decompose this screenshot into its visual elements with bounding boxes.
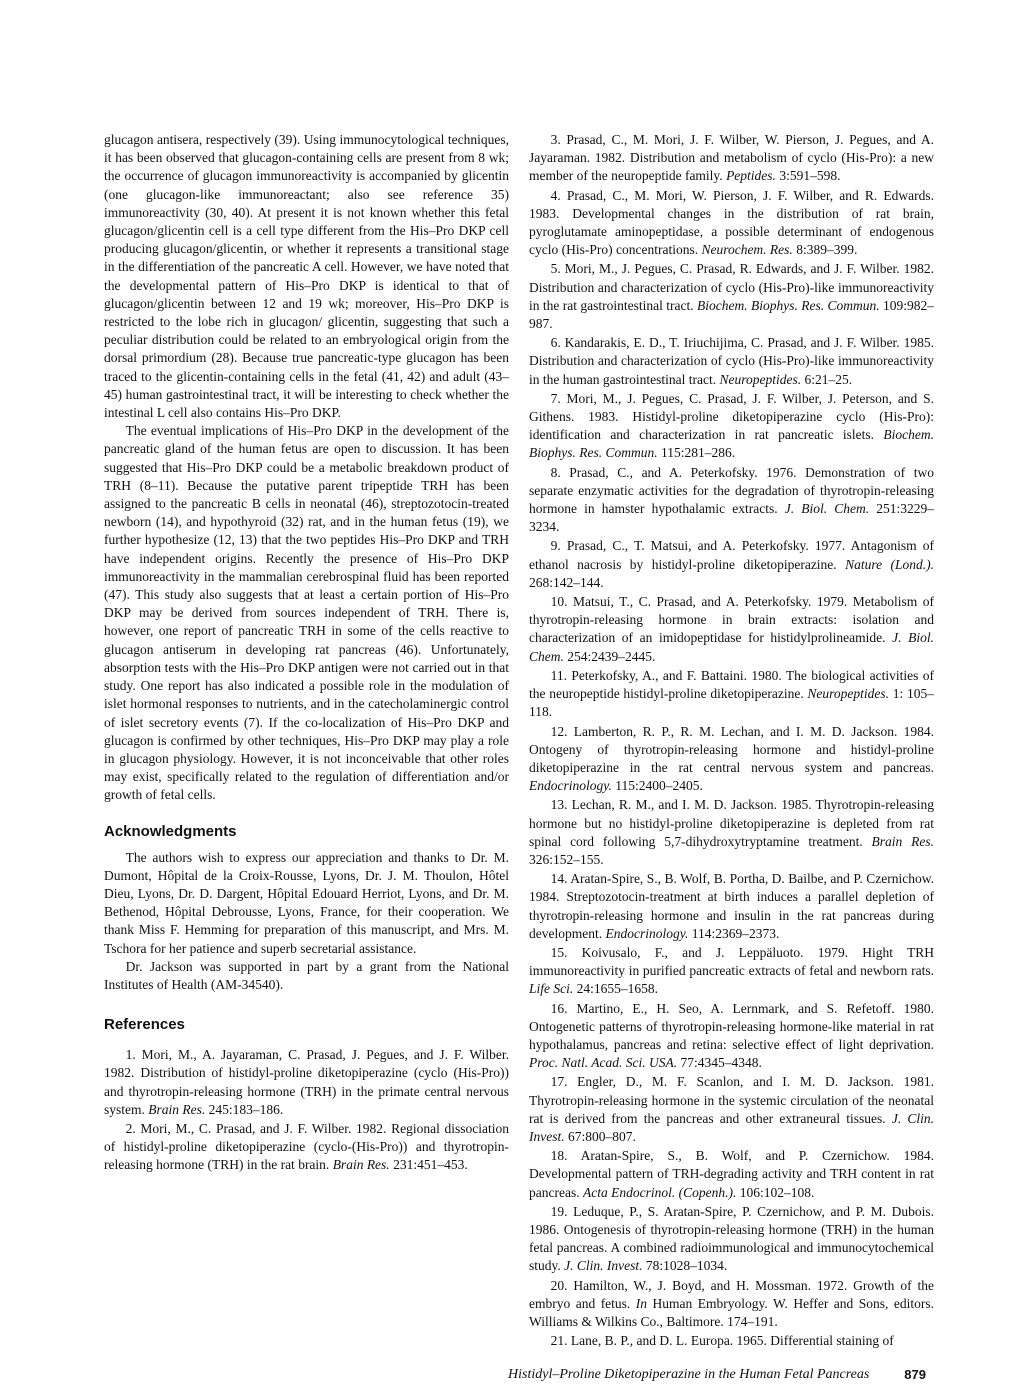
reference-journal: Endocrinology. (529, 778, 612, 794)
reference-text: 6. Kandarakis, E. D., T. Iriuchijima, C. Prasad, and J. F. Wilber. 1985. Distribution and characterization of cyclo (His-Pro)-like immunoreactivity in the human gastrointestinal tract. (529, 335, 934, 387)
reference-text: 21. Lane, B. P., and D. L. Europa. 1965. Differential staining of (550, 1333, 894, 1349)
reference-journal: Biochem. Biophys. Res. Commun. (529, 427, 934, 461)
reference-text: 11. Peterkofsky, A., and F. Battaini. 1980. The biological activities of the neuropeptide histidyl-proline diketopiperazine. (529, 667, 934, 702)
acknowledgments-paragraph: The authors wish to express our appreciation and thanks to Dr. M. Dumont, Hôpital de la Croix-Rousse, Lyons, Dr. J. M. Thoulon, Hôtel Dieu, Lyons, Dr. D. Dargent, Hôpital Edouard Herriot, Lyons, and Dr. M. Bethenod, Hôpital Debrousse, Lyons, France, for their cooperation. We thank Miss F. Hemming for preparation of this manuscript, and Mrs. M. Tschora for her patience and superb secretarial assistance. (104, 849, 509, 956)
reference-text: 114:2369–2373. (688, 925, 780, 941)
reference-item (104, 1120, 509, 1175)
reference-text: 8. Prasad, C., and A. Peterkofsky. 1976. Demonstration of two separate enzymatic activities for the degradation of thyrotropin-releasing hormone in hamster hypothalamic extracts. (529, 464, 934, 517)
reference-text: 326:152–155. (529, 851, 604, 867)
acknowledgments-heading: Acknowledgments (104, 822, 237, 840)
reference-text: 5. Mori, M., J. Pegues, C. Prasad, R. Edwards, and J. F. Wilber. 1982. Distribution and characterization of cyclo (His-Pro)-like immunoreactivity in the rat gastrointestinal tract. (529, 261, 934, 313)
reference-journal: Neuropeptides. (807, 686, 890, 702)
reference-journal: Biochem. Biophys. Res. Commun. (696, 297, 880, 313)
reference-journal: Endocrinology. (605, 925, 689, 941)
reference-text: 19. Leduque, P., S. Aratan-Spire, P. Czernichow, and P. M. Dubois. 1986. Ontogenesis of thyrotropin-releasing hormone (TRH) in the human fetal pancreas. A combined radioimmunological and immunocytochemical study. (529, 1203, 934, 1274)
reference-item (529, 131, 934, 186)
reference-text: 231:451–453. (389, 1157, 468, 1173)
reference-text: 9. Prasad, C., T. Matsui, and A. Peterkofsky. 1977. Antagonism of ethanol nacrosis by histidyl-proline diketopiperazine. (529, 538, 934, 572)
reference-journal: Brain Res. (871, 833, 934, 849)
reference-list (529, 131, 934, 1350)
reference-text: 12. Lamberton, R. P., R. M. Lechan, and I. M. D. Jackson. 1984. Ontogeny of thyrotropin-releasing hormone and histidyl-proline diketopiperazine in the rat central nervous system and pancreas. (529, 723, 934, 775)
reference-journal: J. Clin. Invest. (564, 1258, 643, 1274)
right-column (529, 131, 934, 1351)
reference-text: Human Embryology. W. Heffer and Sons, editors. Williams & Wilkins Co., Baltimore. 174–191. (529, 1295, 934, 1329)
reference-text: 8:389–399. (792, 242, 858, 258)
reference-text: 115:281–286. (657, 445, 736, 461)
reference-text: 3:591–598. (775, 168, 841, 184)
reference-text: 254:2439–2445. (563, 648, 656, 664)
left-column (104, 131, 509, 1176)
reference-item (529, 870, 934, 943)
reference-text: 1: 105–118. (529, 686, 934, 720)
reference-text: 10. Matsui, T., C. Prasad, and A. Peterkofsky. 1979. Metabolism of thyrotropin-releasing hormone in brain extracts: isolation and characterization of an imidopeptidase for histidylprolineamide. (529, 594, 934, 646)
reference-text: 268:142–144. (529, 574, 604, 590)
body-paragraph: glucagon antisera, respectively (39). Using immunocytological techniques, it has been observed that glucagon-containing cells are present from 8 wk; the occurrence of glucagon immunoreactivity is accompanied by glicentin (one glucagon-like immunoreactant; also see reference 35) immunoreactivity (30, 40). At present it is not known whether this fetal glucagon/glicentin cell is a cell type different from the His–Pro DKP cell producing glucagon/glicentin, or whether it represents a transitional stage in the differentiation of the pancreatic A cell. However, we have noted that the developmental pattern of His–Pro DKP is identical to that of glucagon/glicentin between 12 and 19 wk; moreover, His–Pro DKP is restricted to the lobe rich in glucagon/ glicentin, suggesting that such a peculiar distribution could be related to an embryological origin from the dorsal primordium (28). Because true pancreatic-type glucagon has been traced to the glicentin-containing cells in the fetal (41, 42) and adult (43–45) human gastrointestinal tract, it will be interesting to check whether the intestinal L cell also contains His–Pro DKP. (104, 132, 509, 421)
reference-text: 2. Mori, M., C. Prasad, and J. F. Wilber. 1982. Regional dissociation of histidyl-proline diketopiperazine (cyclo-(His-Pro)) and thyrotropin-releasing hormone (TRH) in the rat brain. (104, 1120, 509, 1173)
body-paragraph: The eventual implications of His–Pro DKP in the development of the pancreatic gland of the human fetus are open to discussion. It has been suggested that His–Pro DKP could be a metabolic breakdown product of TRH (8–11). Because the putative parent tripeptide TRH has been assigned to the pancreatic B cells in neonatal (46), streptozotocin-treated newborn (14), and hypothyroid (32) rat, and in the human fetus (19), we further hypothesize (12, 13) that the two peptides His–Pro DKP and TRH have independent origins. Recently the presence of His–Pro DKP immunoreactivity in the mammalian cerebrospinal fluid has been reported (47). This study also suggests that at least a certain portion of His–Pro DKP may be derived from sources independent of TRH. There is, however, one report of pancreatic TRH in some of the cells reactive to glucagon antiserum in developing rat pancreas (46). Unfortunately, absorption tests with the His–Pro DKP antigen were not carried out in that study. One report has also indicated a possible role in the modulation of islet hormonal responses to nutrients, and in the catecholaminergic control of islet secretory events (7). If the co-localization of His–Pro DKP and glucagon is confirmed by other techniques, His–Pro DKP may play a role in glucagon physiology. However, it is not inconceivable that other roles may exist, specifically related to the regulation of differentiation and/or growth of fetal cells. (104, 423, 509, 803)
reference-item (529, 334, 934, 389)
reference-text: 24:1655–1658. (573, 981, 659, 997)
reference-text: 3. Prasad, C., M. Mori, J. F. Wilber, W. Pierson, J. Pegues, and A. Jayaraman. 1982. Distribution and metabolism of cyclo (His-Pro): a new member of the neuropeptide family. (529, 132, 934, 184)
reference-text: 17. Engler, D., M. F. Scanlon, and I. M. D. Jackson. 1981. Thyrotropin-releasing hormone in the systemic circulation of the neonatal rat is derived from the pancreas and other extraneural tissues. (529, 1074, 934, 1126)
reference-journal: J. Biol. Chem. (784, 501, 870, 517)
reference-text: 16. Martino, E., H. Seo, A. Lernmark, and S. Refetoff. 1980. Ontogenetic patterns of thyrotropin-releasing hormone-like material in rat hypothalamus, pancreas and retina: selective effect of light deprivation. (529, 1000, 934, 1052)
reference-journal: Life Sci. (529, 981, 574, 997)
reference-journal: Nature (Lond.). (845, 556, 934, 572)
reference-journal: Peptides. (726, 168, 776, 184)
reference-text: 109:982–987. (529, 297, 934, 332)
reference-text: 245:183–186. (205, 1101, 284, 1117)
reference-text: 251:3229–3234. (529, 501, 934, 535)
reference-text: 13. Lechan, R. M., and I. M. D. Jackson. 1985. Thyrotropin-releasing hormone but no histidyl-proline diketopiperazine is depleted from rat spinal cord following 5,7-dihydroxytryptamine treatment. (529, 797, 934, 849)
reference-text: 106:102–108. (736, 1184, 815, 1200)
running-title: Histidyl–Proline Diketopiperazine in the Human Fetal Pancreas (508, 1367, 870, 1382)
reference-item (529, 1073, 934, 1146)
reference-item (529, 723, 934, 796)
page-footer (508, 1366, 934, 1386)
reference-item (529, 1203, 934, 1276)
reference-text: 1. Mori, M., A. Jayaraman, C. Prasad, J. Pegues, and J. F. Wilber. 1982. Distribution of histidyl-proline diketopiperazine (cyclo (His-Pro)) and thyrotropin-releasing hormone (TRH) in the primate central nervous system. (104, 1047, 509, 1117)
reference-item (529, 187, 934, 260)
reference-journal: J. Biol. Chem. (529, 630, 934, 664)
reference-text: 4. Prasad, C., M. Mori, W. Pierson, J. F. Wilber, and R. Edwards. 1983. Developmental changes in the distribution of rat brain, pyroglutamate aminopeptidase, a possible determinant of endogenous cyclo (His-Pro) concentrations. (529, 187, 934, 258)
reference-journal: In (635, 1295, 648, 1311)
reference-text: 115:2400–2405. (611, 778, 703, 794)
reference-item (529, 1000, 934, 1073)
reference-item (529, 537, 934, 592)
reference-journal: Neuropeptides. (719, 371, 802, 387)
reference-journal: J. Clin. Invest. (529, 1110, 935, 1144)
reference-text: 14. Aratan-Spire, S., B. Wolf, B. Portha, D. Bailbe, and P. Czernichow. 1984. Streptozotocin-treatment at birth induces a parallel depletion of thyrotropin-releasing hormone and insulin in the rat pancreas during development. (529, 871, 934, 941)
reference-text: 77:4345–4348. (677, 1055, 762, 1071)
reference-journal: Neurochem. Res. (701, 242, 793, 258)
reference-item (529, 1147, 934, 1202)
reference-list (104, 1046, 509, 1174)
reference-text: 6:21–25. (801, 371, 853, 387)
reference-item (529, 464, 934, 537)
reference-text: 18. Aratan-Spire, S., B. Wolf, and P. Czernichow. 1984. Developmental pattern of TRH-degrading activity and TRH content in rat pancreas. (529, 1148, 934, 1200)
reference-journal: Brain Res. (332, 1157, 390, 1173)
reference-item (529, 796, 934, 869)
reference-journal: Acta Endocrinol. (Copenh.). (582, 1184, 737, 1200)
reference-item (529, 260, 934, 333)
reference-text: 67:800–807. (564, 1128, 636, 1144)
acknowledgments-paragraph: Dr. Jackson was supported in part by a grant from the National Institutes of Health (AM-34540). (104, 958, 509, 992)
reference-text: 7. Mori, M., J. Pegues, C. Prasad, J. F. Wilber, J. Peterson, and S. Githens. 1983. Histidyl-proline diketopiperazine cyclo (His-Pro): identification and characterization in rat pancreatic islets. (529, 390, 934, 443)
reference-item (529, 593, 934, 666)
reference-item (529, 667, 934, 722)
reference-item (529, 1332, 934, 1350)
reference-item (529, 1277, 934, 1332)
reference-text: 15. Koivusalo, F., and J. Leppäluoto. 1979. Hight TRH immunoreactivity in purified pancreatic extracts of fetal and newborn rats. (529, 944, 934, 979)
references-heading: References (104, 1016, 185, 1034)
reference-journal: Brain Res. (148, 1101, 206, 1117)
reference-text: 20. Hamilton, W., J. Boyd, and H. Mossman. 1972. Growth of the embryo and fetus. (529, 1277, 934, 1311)
reference-journal: Proc. Natl. Acad. Sci. USA. (529, 1055, 678, 1071)
reference-item (104, 1046, 509, 1119)
reference-item (529, 390, 934, 463)
reference-item (529, 944, 934, 999)
page-number: 879 (904, 1367, 926, 1382)
reference-text: 78:1028–1034. (642, 1258, 728, 1274)
